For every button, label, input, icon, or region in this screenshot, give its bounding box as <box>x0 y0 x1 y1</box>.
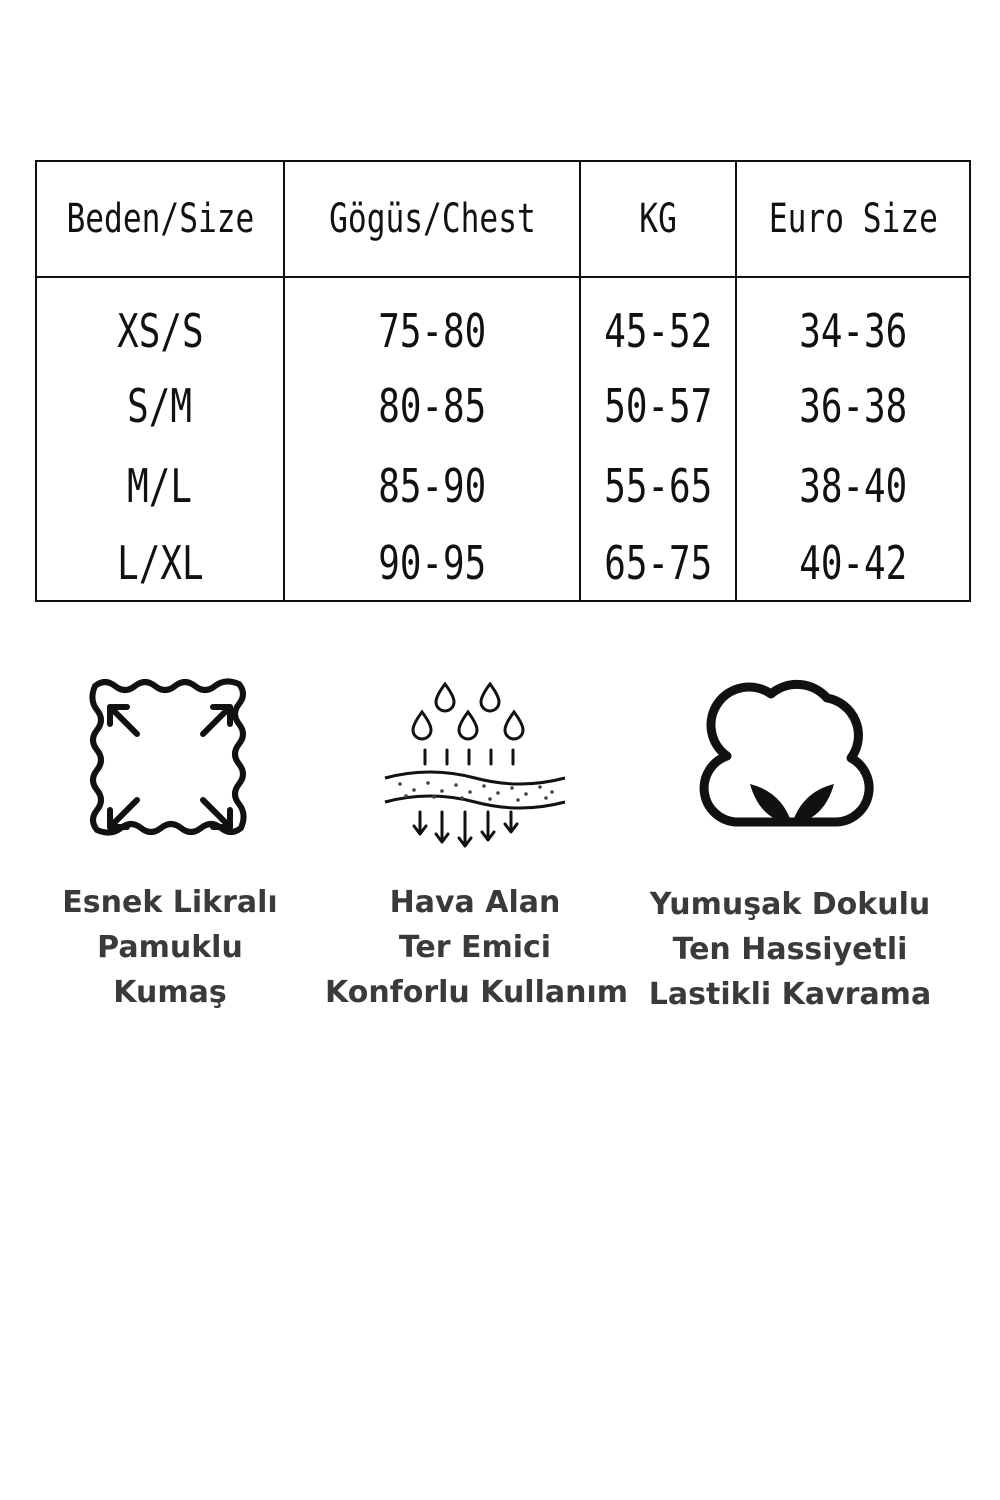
cell-size: M/L <box>36 446 284 526</box>
table-row <box>36 526 970 601</box>
caption-line: Esnek Likralı <box>62 885 278 920</box>
cell-size: XS/S <box>36 277 284 366</box>
feature-breathable <box>325 672 629 1015</box>
caption-line: Hava Alan <box>389 885 561 920</box>
cell-kg: 45-52 <box>580 277 736 366</box>
cell-kg: 50-57 <box>580 366 736 446</box>
feature-caption <box>20 880 320 1015</box>
header-chest: Gögüs/Chest <box>284 161 580 277</box>
feature-stretch-fabric <box>20 672 320 1015</box>
cell-chest: 85-90 <box>284 446 580 526</box>
header-kg: KG <box>580 161 736 277</box>
cell-chest: 80-85 <box>284 366 580 446</box>
cell-kg: 65-75 <box>580 526 736 601</box>
caption-line: Kumaş <box>113 975 227 1010</box>
caption-line: Lastikli Kavrama <box>648 977 932 1012</box>
header-size: Beden/Size <box>36 161 284 277</box>
cell-chest: 90-95 <box>284 526 580 601</box>
table-row <box>36 446 970 526</box>
breathable-fabric-icon <box>380 672 570 862</box>
caption-line: Pamuklu <box>97 930 243 965</box>
caption-line: Yumuşak Dokulu <box>649 887 931 922</box>
cell-euro: 36-38 <box>736 366 970 446</box>
caption-line: Konforlu Kullanım <box>325 975 629 1010</box>
feature-caption <box>325 880 629 1015</box>
size-chart-table <box>35 160 971 602</box>
caption-line: Ter Emici <box>398 930 552 965</box>
table-row <box>36 366 970 446</box>
cell-euro: 40-42 <box>736 526 970 601</box>
cell-chest: 75-80 <box>284 277 580 366</box>
feature-caption <box>640 882 940 1017</box>
cotton-icon <box>695 672 885 862</box>
caption-line: Ten Hassiyetli <box>672 932 908 967</box>
cell-euro: 34-36 <box>736 277 970 366</box>
cell-size: L/XL <box>36 526 284 601</box>
feature-cotton <box>640 672 940 1017</box>
cell-kg: 55-65 <box>580 446 736 526</box>
cell-euro: 38-40 <box>736 446 970 526</box>
table-row <box>36 277 970 366</box>
size-chart-header-row <box>36 161 970 277</box>
cell-size: S/M <box>36 366 284 446</box>
stretch-fabric-icon <box>75 672 265 862</box>
header-euro-size: Euro Size <box>736 161 970 277</box>
